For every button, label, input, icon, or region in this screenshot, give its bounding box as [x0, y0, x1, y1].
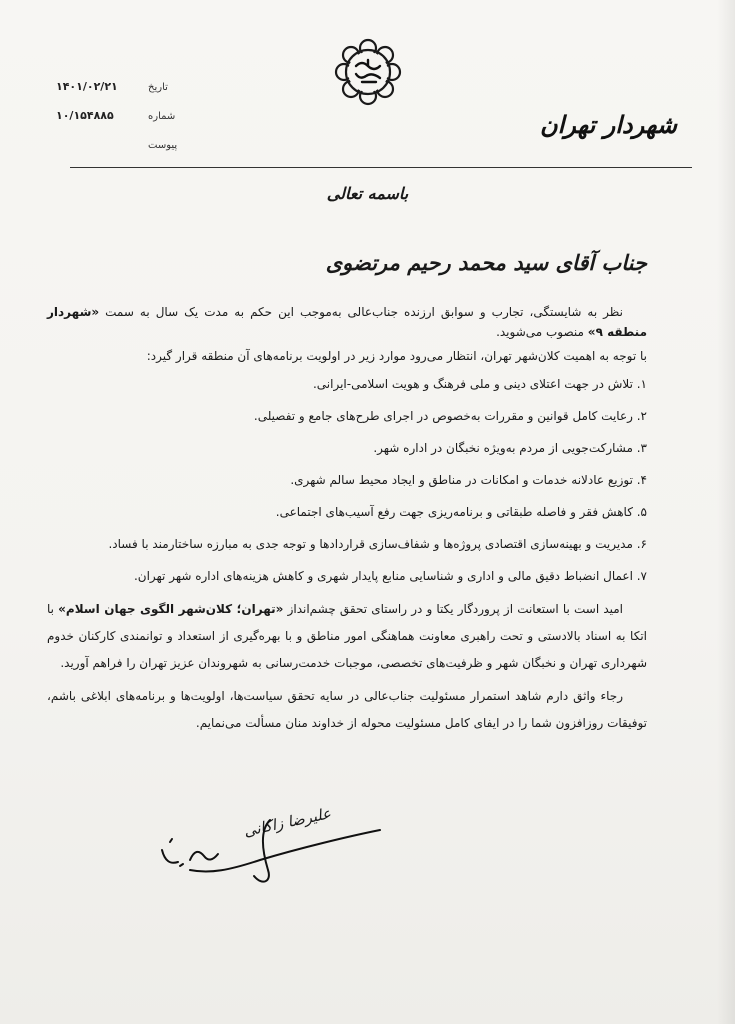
intro-text: نظر به شایستگی، تجارب و سوابق ارزنده جناب‌عالی به‌موجب این حکم به مدت یک سال به سمت [105, 305, 623, 319]
letter-body [47, 302, 647, 741]
number-value: ۱۰/۱۵۴۸۸۵ [56, 109, 114, 122]
hope-text: امید است با استعانت از پروردگار یکتا و در راستای تحقق چشم‌انداز [287, 602, 623, 616]
priorities-intro: با توجه به اهمیت کلان‌شهر تهران، انتظار می‌رود موارد زیر در اولویت برنامه‌های آن منطقه قرار گیرد: [146, 349, 647, 363]
priority-item-4: ۴. توزیع عادلانه خدمات و امکانات در مناطق و ایجاد محیط سالم شهری. [290, 473, 647, 487]
priority-item-7: ۷. اعمال انضباط دقیق مالی و اداری و شناسایی منابع پایدار شهری و کاهش هزینه‌های اداره شهر تهران. [133, 569, 647, 583]
priority-item-1: ۱. تلاش در جهت اعتلای دینی و ملی فرهنگ و هویت اسلامی-ایرانی. [312, 377, 647, 391]
tehran-municipality-emblem-icon [332, 36, 404, 108]
hope-text-end: با اتکا به اسناد بالادستی و تحت راهبری معاونت هماهنگی امور مناطق و با بهره‌گیری از استعداد و توانمندی کارکنان خدوم شهرداری تهران و نخبگان شهر و ظرفیت‌های تخصصی، موجبات خدمت‌رسانی به شهروندان عزیز تهران را فراهم آورید. [47, 602, 647, 670]
priority-item-5: ۵. کاهش فقر و فاصله طبقاتی و برنامه‌ریزی جهت رفع آسیب‌های اجتماعی. [275, 505, 647, 519]
number-row [56, 109, 206, 138]
intro-text-end: منصوب می‌شوید. [496, 325, 584, 339]
attachment-label: پیوست [148, 140, 178, 151]
page-edge-shadow [717, 0, 735, 1024]
hope-paragraph [47, 596, 647, 677]
priority-item-2: ۲. رعایت کامل قوانین و مقررات به‌خصوص در اجرای طرح‌های جامع و تفصیلی. [253, 409, 647, 423]
letter-metadata [56, 80, 206, 167]
number-label: شماره [148, 111, 176, 122]
closing-paragraph: رجاء واثق دارم شاهد استمرار مسئولیت جناب‌عالی در سایه تحقق سیاست‌ها، اولویت‌ها و برنامه‌های ابلاغی باشم، توفیقات روزافزون شما را در ایفای کامل مسئولیت محوله از خداوند منان مسألت می‌نمایم. [47, 689, 647, 730]
invocation: باسمه تعالی [326, 184, 409, 203]
organization-title: شهردار تهران [540, 110, 677, 139]
date-value: ۱۴۰۱/۰۲/۲۱ [56, 80, 118, 93]
signature-name: علیرضا زاکانی [242, 804, 333, 841]
handwritten-signature-icon [150, 790, 390, 890]
position-title: «شهردار منطقه ۹» [47, 305, 647, 339]
addressee: جناب آقای سید محمد رحیم مرتضوی [325, 250, 647, 275]
priority-item-6: ۶. مدیریت و بهینه‌سازی اقتصادی پروژه‌ها و شفاف‌سازی قراردادها و توجه جدی به مبارزه ساختارمند با فساد. [108, 537, 647, 551]
attachment-row [56, 138, 206, 167]
date-label: تاریخ [148, 82, 168, 93]
vision-slogan: «تهران؛ کلان‌شهر الگوی جهان اسلام» [58, 602, 284, 616]
header-divider [70, 167, 692, 168]
intro-paragraph [47, 302, 647, 342]
priority-item-3: ۳. مشارکت‌جویی از مردم به‌ویژه نخبگان در اداره شهر. [373, 441, 647, 455]
date-row [56, 80, 206, 109]
